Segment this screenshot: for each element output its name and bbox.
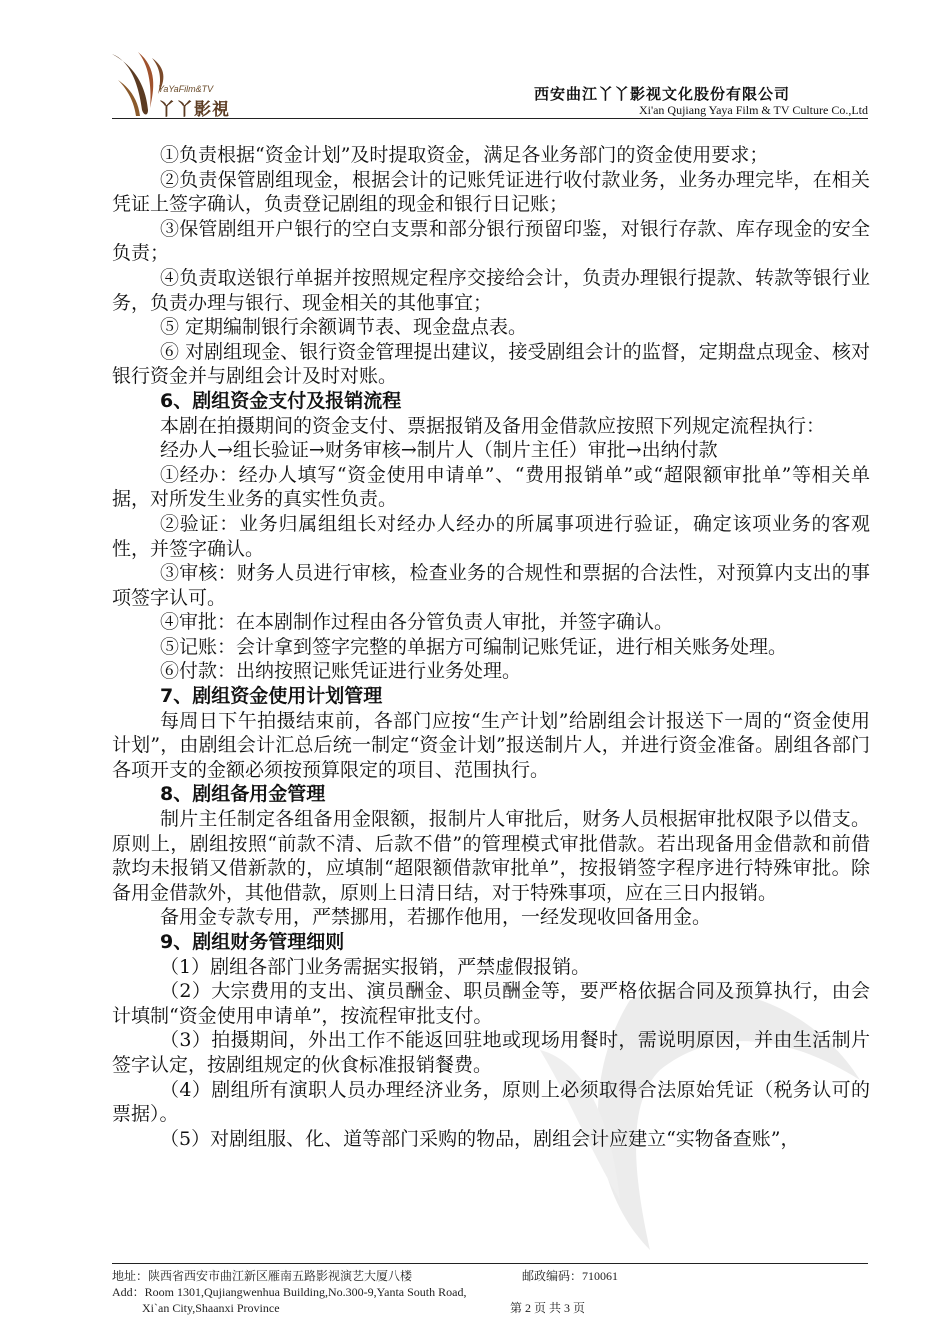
company-name-cn: 西安曲江丫丫影视文化股份有限公司 [533, 85, 790, 103]
page-number: 第 2 页 共 3 页 [510, 1301, 586, 1315]
body-paragraph: ⑥付款：出纳按照记账凭证进行业务处理。 [160, 660, 522, 683]
body-paragraph: ②负责保管剧组现金，根据会计的记账凭证进行收付款业务，业务办理完毕，在相关凭证上签字确认，负责登记剧组的现金和银行日记账； [112, 168, 870, 216]
body-paragraph: ④负责取送银行单据并按照规定程序交接给会计，负责办理银行提款、转款等银行业务，负责办理与银行、现金相关的其他事宜； [112, 266, 870, 314]
body-paragraph: 制片主任制定各组备用金限额，报制片人审批后，财务人员根据审批权限予以借支。原则上，剧组按照“前款不清、后款不借”的管理模式审批借款。若出现备用金借款和前借款均未报销又借新款的，应填制“超限额借款审批单”，按报销签字程序进行特殊审批。除备用金借款外，其他借款，原则上日清日结，对于特殊事项，应在三日内报销。 [112, 808, 870, 904]
body-paragraph: （2）大宗费用的支出、演员酬金、职员酬金等，要严格依据合同及预算执行，由会计填制“资金使用申请单”，按流程审批支付。 [112, 980, 870, 1027]
document-body [112, 143, 870, 1151]
body-paragraph: ⑥ 对剧组现金、银行资金管理提出建议，接受剧组会计的监督，定期盘点现金、核对银行资金并与剧组会计及时对账。 [112, 340, 870, 388]
body-paragraph: ①经办：经办人填写“资金使用申请单”、“费用报销单”或“超限额审批单”等相关单据，对所发生业务的真实性负责。 [112, 463, 870, 511]
body-paragraph: （4）剧组所有演职人员办理经济业务，原则上必须取得合法原始凭证（税务认可的票据）。 [112, 1078, 870, 1126]
section-heading: 6、剧组资金支付及报销流程 [160, 389, 402, 412]
logo-wordmark: YaYaFilm&TV [158, 84, 214, 94]
section-heading: 7、剧组资金使用计划管理 [160, 685, 383, 708]
body-paragraph: （1）剧组各部门业务需据实报销，严禁虚假报销。 [160, 955, 591, 978]
body-paragraph: 本剧在拍摄期间的资金支付、票据报销及备用金借款应按照下列规定流程执行： [160, 414, 826, 437]
footer-divider [112, 1263, 868, 1264]
section-heading: 9、剧组财务管理细则 [160, 931, 345, 953]
page-footer [112, 1268, 872, 1316]
body-paragraph: 备用金专款专用，严禁挪用，若挪作他用，一经发现收回备用金。 [160, 906, 712, 929]
body-paragraph: ②验证：业务归属组组长对经办人经办的所属事项进行验证，确定该项业务的客观性，并签字确认。 [112, 512, 870, 560]
body-paragraph: ①负责根据“资金计划”及时提取资金，满足各业务部门的资金使用要求； [160, 144, 769, 166]
footer-address-en: Add：Room 1301,Qujiangwenhua Building,No.300-9,Yanta South Road, [112, 1285, 467, 1299]
body-paragraph: ⑤记账：会计拿到签字完整的单据方可编制记账凭证，进行相关账务处理。 [160, 635, 788, 658]
body-paragraph: （3）拍摄期间，外出工作不能返回驻地或现场用餐时，需说明原因，并由生活制片签字认定，按剧组规定的伙食标准报销餐费。 [112, 1029, 870, 1076]
body-paragraph: ③审核：财务人员进行审核，检查业务的合规性和票据的合法性，对预算内支出的事项签字认可。 [112, 562, 870, 609]
footer-address-cn: 地址：陕西省西安市曲江新区雁南五路影视演艺大厦八楼 [112, 1269, 413, 1283]
body-paragraph: （5）对剧组服、化、道等部门采购的物品，剧组会计应建立“实物备查账”， [160, 1127, 800, 1150]
body-paragraph: ③保管剧组开户银行的空白支票和部分银行预留印鉴，对银行存款、库存现金的安全负责； [112, 217, 870, 265]
body-paragraph: 经办人→组长验证→财务审核→制片人（制片主任）审批→出纳付款 [160, 439, 718, 462]
company-name-en: Xi'an Qujiang Yaya Film & TV Culture Co.,Ltd [638, 103, 868, 117]
body-paragraph: ⑤ 定期编制银行余额调节表、现金盘点表。 [160, 316, 528, 339]
footer-address-en-city: Xi`an City,Shaanxi Province [142, 1301, 280, 1315]
body-paragraph: ④审批：在本剧制作过程由各分管负责人审批，并签字确认。 [160, 611, 674, 634]
body-paragraph: 每周日下午拍摄结束前，各部门应按“生产计划”给剧组会计报送下一周的“资金使用计划”，由剧组会计汇总后统一制定“资金计划”报送制片人，并进行资金准备。剧组各部门各项开支的金额必须按预算限定的项目、范围执行。 [112, 709, 870, 781]
header-divider [112, 118, 868, 119]
footer-postal-code: 邮政编码：710061 [522, 1269, 619, 1283]
logo-chinese-name: 丫丫影視 [158, 100, 230, 120]
section-heading: 8、剧组备用金管理 [160, 783, 326, 806]
